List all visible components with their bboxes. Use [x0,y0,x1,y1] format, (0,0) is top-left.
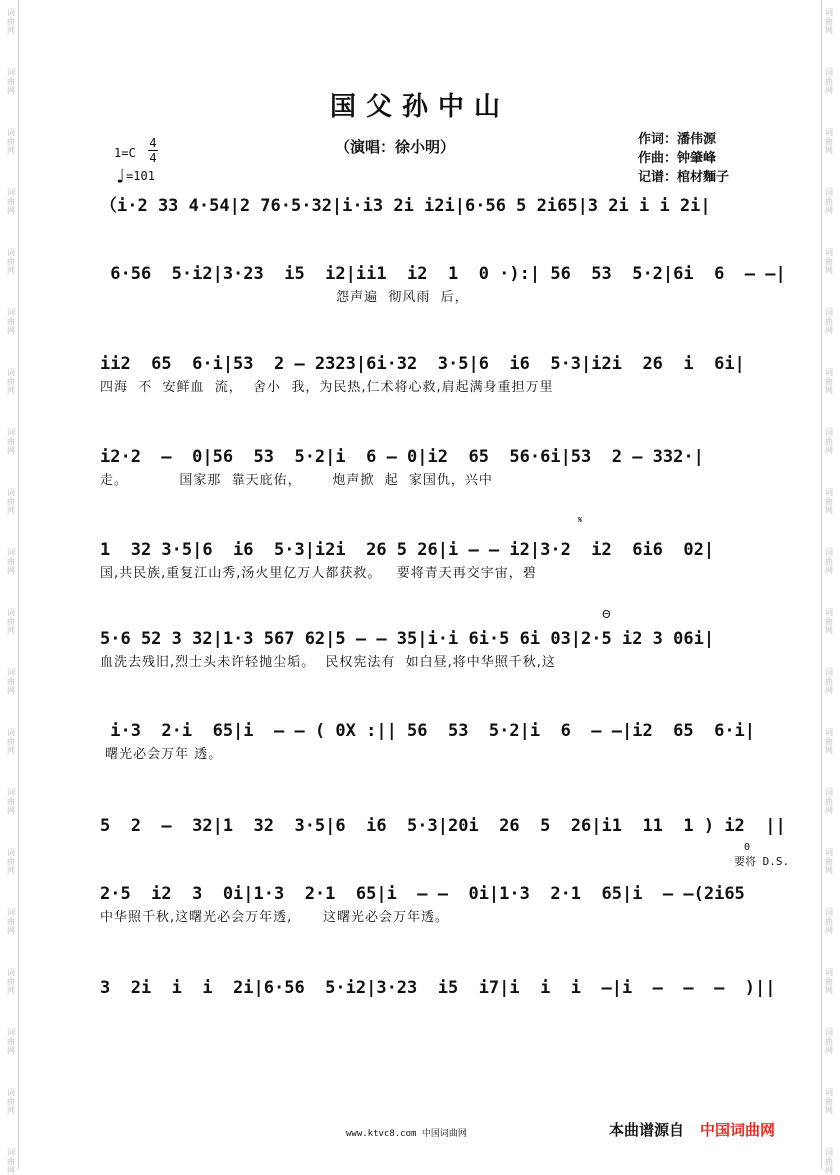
watermark-text: 词 曲 网 [825,188,833,215]
song-title: 国父孙中山 [329,92,510,122]
watermark-text: 词 曲 网 [825,608,833,635]
notation-row: 2·5 i2 3 0i|1·3 2·1 65|i – – 0i|1·3 2·1 65|i – –(2i65 [100,884,745,904]
lyric-row: 国,共民族,重复江山秀,汤火里亿万人都获救。 要将青天再交宇宙，碧 [100,566,537,581]
footer-brand: 中国词曲网 [700,1121,776,1139]
notation-row: 3 2i i i 2i|6·56 5·i2|3·23 i5 i7|i i i –|i – – – )|| [100,978,776,998]
notation-row: 6·56 5·i2|3·23 i5 i2|ii1 i2 1 0 ·):| 56 53 5·2|6i 6 – –| [100,264,786,284]
score-line [100,536,760,584]
watermark-text: 词 曲 网 [7,848,15,875]
watermark-text: 词 曲 网 [7,968,15,995]
notation-row: （i·2 33 4·54|2 76·5·32|i·i3 2i i2i|6·56 5 2i65|3 2i i i 2i| [100,196,711,216]
segno-icon: 𝄋 [578,515,583,526]
notation-row: i2·2 – 0|56 53 5·2|i 6 – 0|i2 65 56·6i|53 2 – 332·| [100,447,704,467]
score-line [100,350,760,398]
notation-row: 5·6 52 3 32|1·3 567 62|5 – – 35|i·i 6i·5 6i 03|2·5 i2 3 06i| [100,629,715,649]
ds-label: D.S. [762,855,790,868]
watermark-text: 词 曲 网 [825,308,833,335]
lyric-row: 走。 国家那 靠天庇佑， 炮声掀 起 家国仇，兴中 [100,473,493,488]
watermark-text: 词 曲 网 [825,68,833,95]
ds-marking [734,842,789,869]
lyric-row: 四海 不 安鲜血 流， 舍小 我，为民热,仁术将心救,肩起满身重担万里 [100,380,554,395]
footer-source [609,1119,775,1140]
watermark-text: 词 曲 网 [825,968,833,995]
watermark-text: 词 曲 网 [7,188,15,215]
meter-top: 4 [149,136,157,150]
watermark-text: 词 曲 网 [825,428,833,455]
watermark-text: 词 曲 网 [825,248,833,275]
singer-credit: （演唱：徐小明） [335,138,456,156]
lyric-row [100,1002,760,1022]
watermark-text: 词 曲 网 [7,608,15,635]
watermark-text: 词 曲 网 [825,128,833,155]
time-signature [148,136,158,165]
watermark-text: 词 曲 网 [825,1028,833,1055]
lyric-row [100,840,760,860]
score-line [100,625,760,673]
score-line [100,974,776,1022]
watermark-text: 词 曲 网 [825,8,833,35]
watermark-text: 词 曲 网 [7,1028,15,1055]
meter-bottom: 4 [149,151,157,165]
watermark-text: 词 曲 网 [825,788,833,815]
watermark-text: 词 曲 网 [825,488,833,515]
score-line [100,880,760,928]
watermark-text: 词 曲 网 [825,548,833,575]
score-line [100,812,786,860]
watermark-text: 词 曲 网 [7,1088,15,1115]
watermark-text: 词 曲 网 [7,728,15,755]
coda-icon: Θ [744,842,751,853]
notation-row: i·3 2·i 65|i – – ( 0X :|| 56 53 5·2|i 6 – –|i2 65 6·i| [100,721,756,741]
tempo-marking [114,164,155,188]
watermark-text: 词 曲 网 [7,248,15,275]
quarter-note-icon: ♩ [114,164,127,188]
transcriber-credit: 记谱：棺材麵子 [638,170,730,185]
watermark-text: 词 曲 网 [825,848,833,875]
lyric-row: 血洗去残旧,烈士头未许轻抛尘垢。 民权宪法有 如白昼,将中华照千秋,这 [100,655,556,670]
watermark-text: 词 曲 网 [7,308,15,335]
key-signature: 1=C [114,146,136,160]
lyric-row: 中华照千秋,这曙光必会万年透, 这曙光必会万年透。 [100,910,450,925]
score-line [100,260,786,308]
notation-row: 1 32 3·5|6 i6 5·3|i2i 26 5 26|i – – i2|3·2 i2 6i6 02| [100,540,715,560]
watermark-text: 词 曲 网 [7,68,15,95]
watermark-text: 词 曲 网 [7,788,15,815]
lyric-row: 怨声遍 彻风雨 后， [100,290,469,305]
watermark-text: 词 曲 网 [7,8,15,35]
score-line [100,192,760,240]
composer-credit: 作曲：钟肇峰 [638,151,717,166]
watermark-text: 词 曲 网 [825,1148,833,1175]
watermark-text: 词 曲 网 [7,488,15,515]
lyric-row: 曙光必会万年 透。 [100,747,223,762]
watermark-text: 词 曲 网 [7,668,15,695]
watermark-text: 词 曲 网 [7,908,15,935]
credits-block [638,130,729,187]
watermark-text: 词 曲 网 [825,368,833,395]
footer-site: www.ktvc8.com 中国词曲网 [346,1129,467,1139]
watermark-text: 词 曲 网 [7,548,15,575]
watermark-text: 词 曲 网 [7,128,15,155]
watermark-text: 词 曲 网 [825,908,833,935]
watermark-text: 词 曲 网 [825,1088,833,1115]
score-line [100,443,760,491]
tempo-value: =101 [126,169,155,183]
watermark-text: 词 曲 网 [7,1148,15,1175]
lyricist-credit: 作词：潘伟源 [638,132,717,147]
watermark-text: 词 曲 网 [7,368,15,395]
lyric-row [100,220,760,240]
notation-row: ii2 65 6·i|53 2 – 2323|6i·32 3·5|6 i6 5·3|i2i 26 i 6i| [100,354,745,374]
watermark-text: 词 曲 网 [825,728,833,755]
ds-lyric: 要将 [734,855,756,868]
footer-source-label: 本曲谱源自 [609,1121,685,1139]
watermark-text: 词 曲 网 [825,668,833,695]
watermark-text: 词 曲 网 [7,428,15,455]
coda-icon: Θ [602,608,611,621]
notation-row: 5 2 – 32|1 32 3·5|6 i6 5·3|20i 26 5 26|i1 11 1 ) i2 || [100,816,786,836]
score-line [100,717,760,765]
